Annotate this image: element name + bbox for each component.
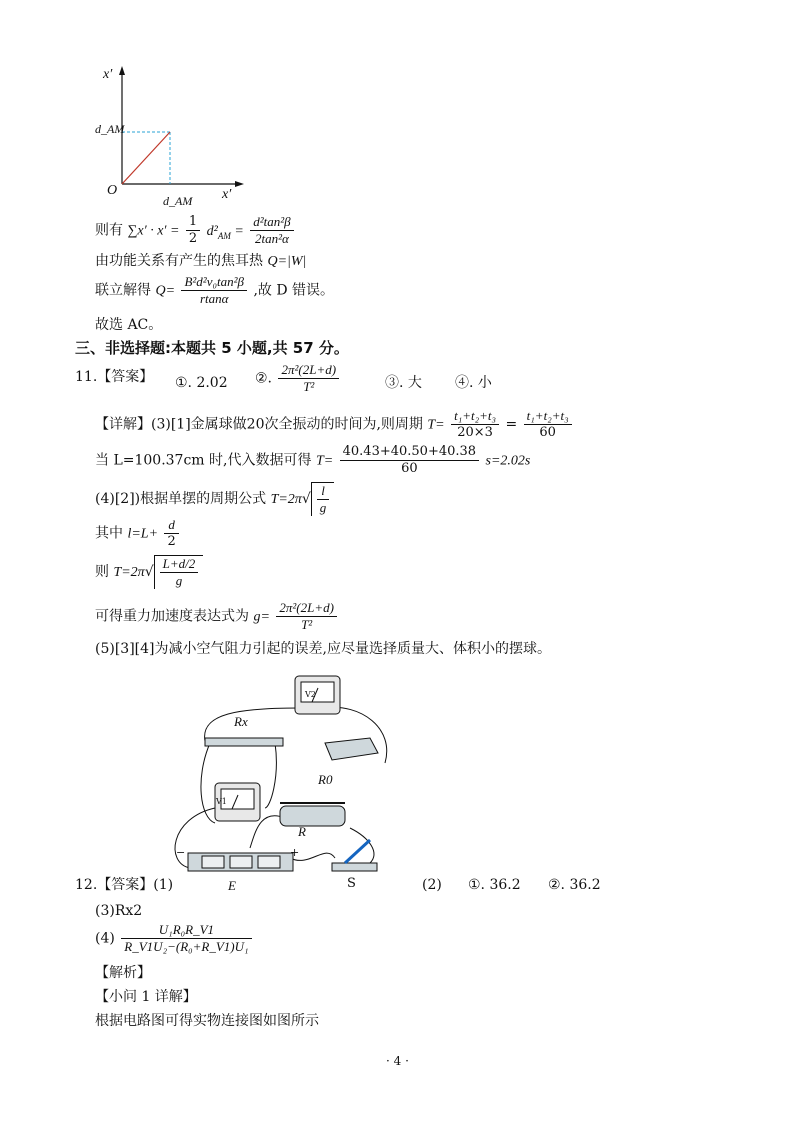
y-axis-label: x′ bbox=[103, 67, 113, 82]
r-label: R bbox=[298, 824, 306, 839]
graph-line bbox=[122, 132, 170, 184]
q12-answer-2-2: ②. 36.2 bbox=[548, 877, 601, 893]
line-sum: 则有 ∑x′ · x′ = $\frac{1}{2}$ $d^2_{AM}$ = $\frac{\text{d²tan²β}}{\text{2tan²α}}$ bbox=[95, 214, 296, 247]
q12-answer-4: (4) $\frac{\text{U₁R₀R\_V1}}{\text{R\_V1U₂−(R₀+R\_V1)U₁}}$ bbox=[95, 922, 254, 955]
page-number: · 4 · bbox=[386, 1054, 409, 1068]
x-axis-label: x′ bbox=[222, 187, 232, 202]
plus-sign: + bbox=[290, 846, 300, 859]
detail-conclusion: (5)[3][4]为减小空气阻力引起的误差,应尽量选择质量大、体积小的摆球。 bbox=[95, 641, 551, 657]
origin-label: O bbox=[107, 183, 118, 198]
q11-answer-3: ③. 大 bbox=[385, 375, 422, 391]
q12-sub1-heading: 【小问 1 详解】 bbox=[95, 989, 197, 1005]
section-heading: 三、非选择题:本题共 5 小题,共 57 分。 bbox=[75, 339, 349, 357]
r0-label: R0 bbox=[318, 772, 333, 787]
q12-answer-2-1: ①. 36.2 bbox=[468, 877, 521, 893]
x-tick-label: d_AM bbox=[163, 194, 193, 208]
q11-answer: 11.【答案】 bbox=[75, 369, 154, 385]
q11-answer-2: ②. $\frac{\text{2π²(2L+d)}}{\text{T²}}$ bbox=[255, 362, 341, 395]
detail-length: 其中 l=L+ $\frac{d}{2}$ bbox=[95, 517, 181, 550]
v1-label: V1 bbox=[216, 797, 227, 806]
detail-formula: (4)[2])根据单摆的周期公式 T=2π√ $\frac{l}{g}$ bbox=[95, 482, 334, 516]
line-solve-q: 联立解得 Q= $\frac{\text{B²d²v₀tan²β}}{rtan\alpha}$ ,故 D 错误。 bbox=[95, 274, 335, 306]
q12-answer: 12.【答案】(1) bbox=[75, 877, 174, 893]
detail-gravity: 可得重力加速度表达式为 g= $\frac{\text{2π²(2L+d)}}{\text{T²}}$ bbox=[95, 600, 339, 633]
line-choose: 故选 AC。 bbox=[95, 317, 163, 333]
line-joule-heat: 由功能关系有产生的焦耳热 Q=|W| bbox=[95, 253, 307, 269]
minus-sign: − bbox=[176, 846, 186, 859]
q11-answer-1: ①. 2.02 bbox=[175, 375, 228, 391]
q12-answer-3: (3)Rx2 bbox=[95, 903, 143, 919]
circuit-diagram bbox=[160, 668, 400, 883]
e-label: E bbox=[228, 878, 236, 893]
detail-period: 【详解】(3)[1]金属球做20次全振动的时间为,则周期 T= $\frac{\text{t₁+t₂+t₃}}{20\times 3}$ = $\frac{\text{t₁+t₂+t₃}}{60}$ bbox=[95, 408, 574, 441]
q12-last-line: 根据电路图可得实物连接图如图所示 bbox=[95, 1013, 319, 1029]
rx-label: Rx bbox=[234, 714, 248, 729]
s-label: S bbox=[347, 876, 356, 891]
detail-substitute: 当 L=100.37cm 时,代入数据可得 T= $\frac{40.43+40.50+40.38}{60}$ s=2.02s bbox=[95, 444, 531, 476]
q11-answer-4: ④. 小 bbox=[455, 375, 492, 391]
v2-label: V2 bbox=[305, 690, 316, 699]
q12-answer-2: (2) bbox=[422, 877, 442, 893]
y-tick-label: d_AM bbox=[95, 122, 125, 136]
q12-analysis-heading: 【解析】 bbox=[95, 965, 151, 981]
detail-period-full: 则 T=2π√ $\frac{L+d/2}{g}$ bbox=[95, 555, 203, 589]
